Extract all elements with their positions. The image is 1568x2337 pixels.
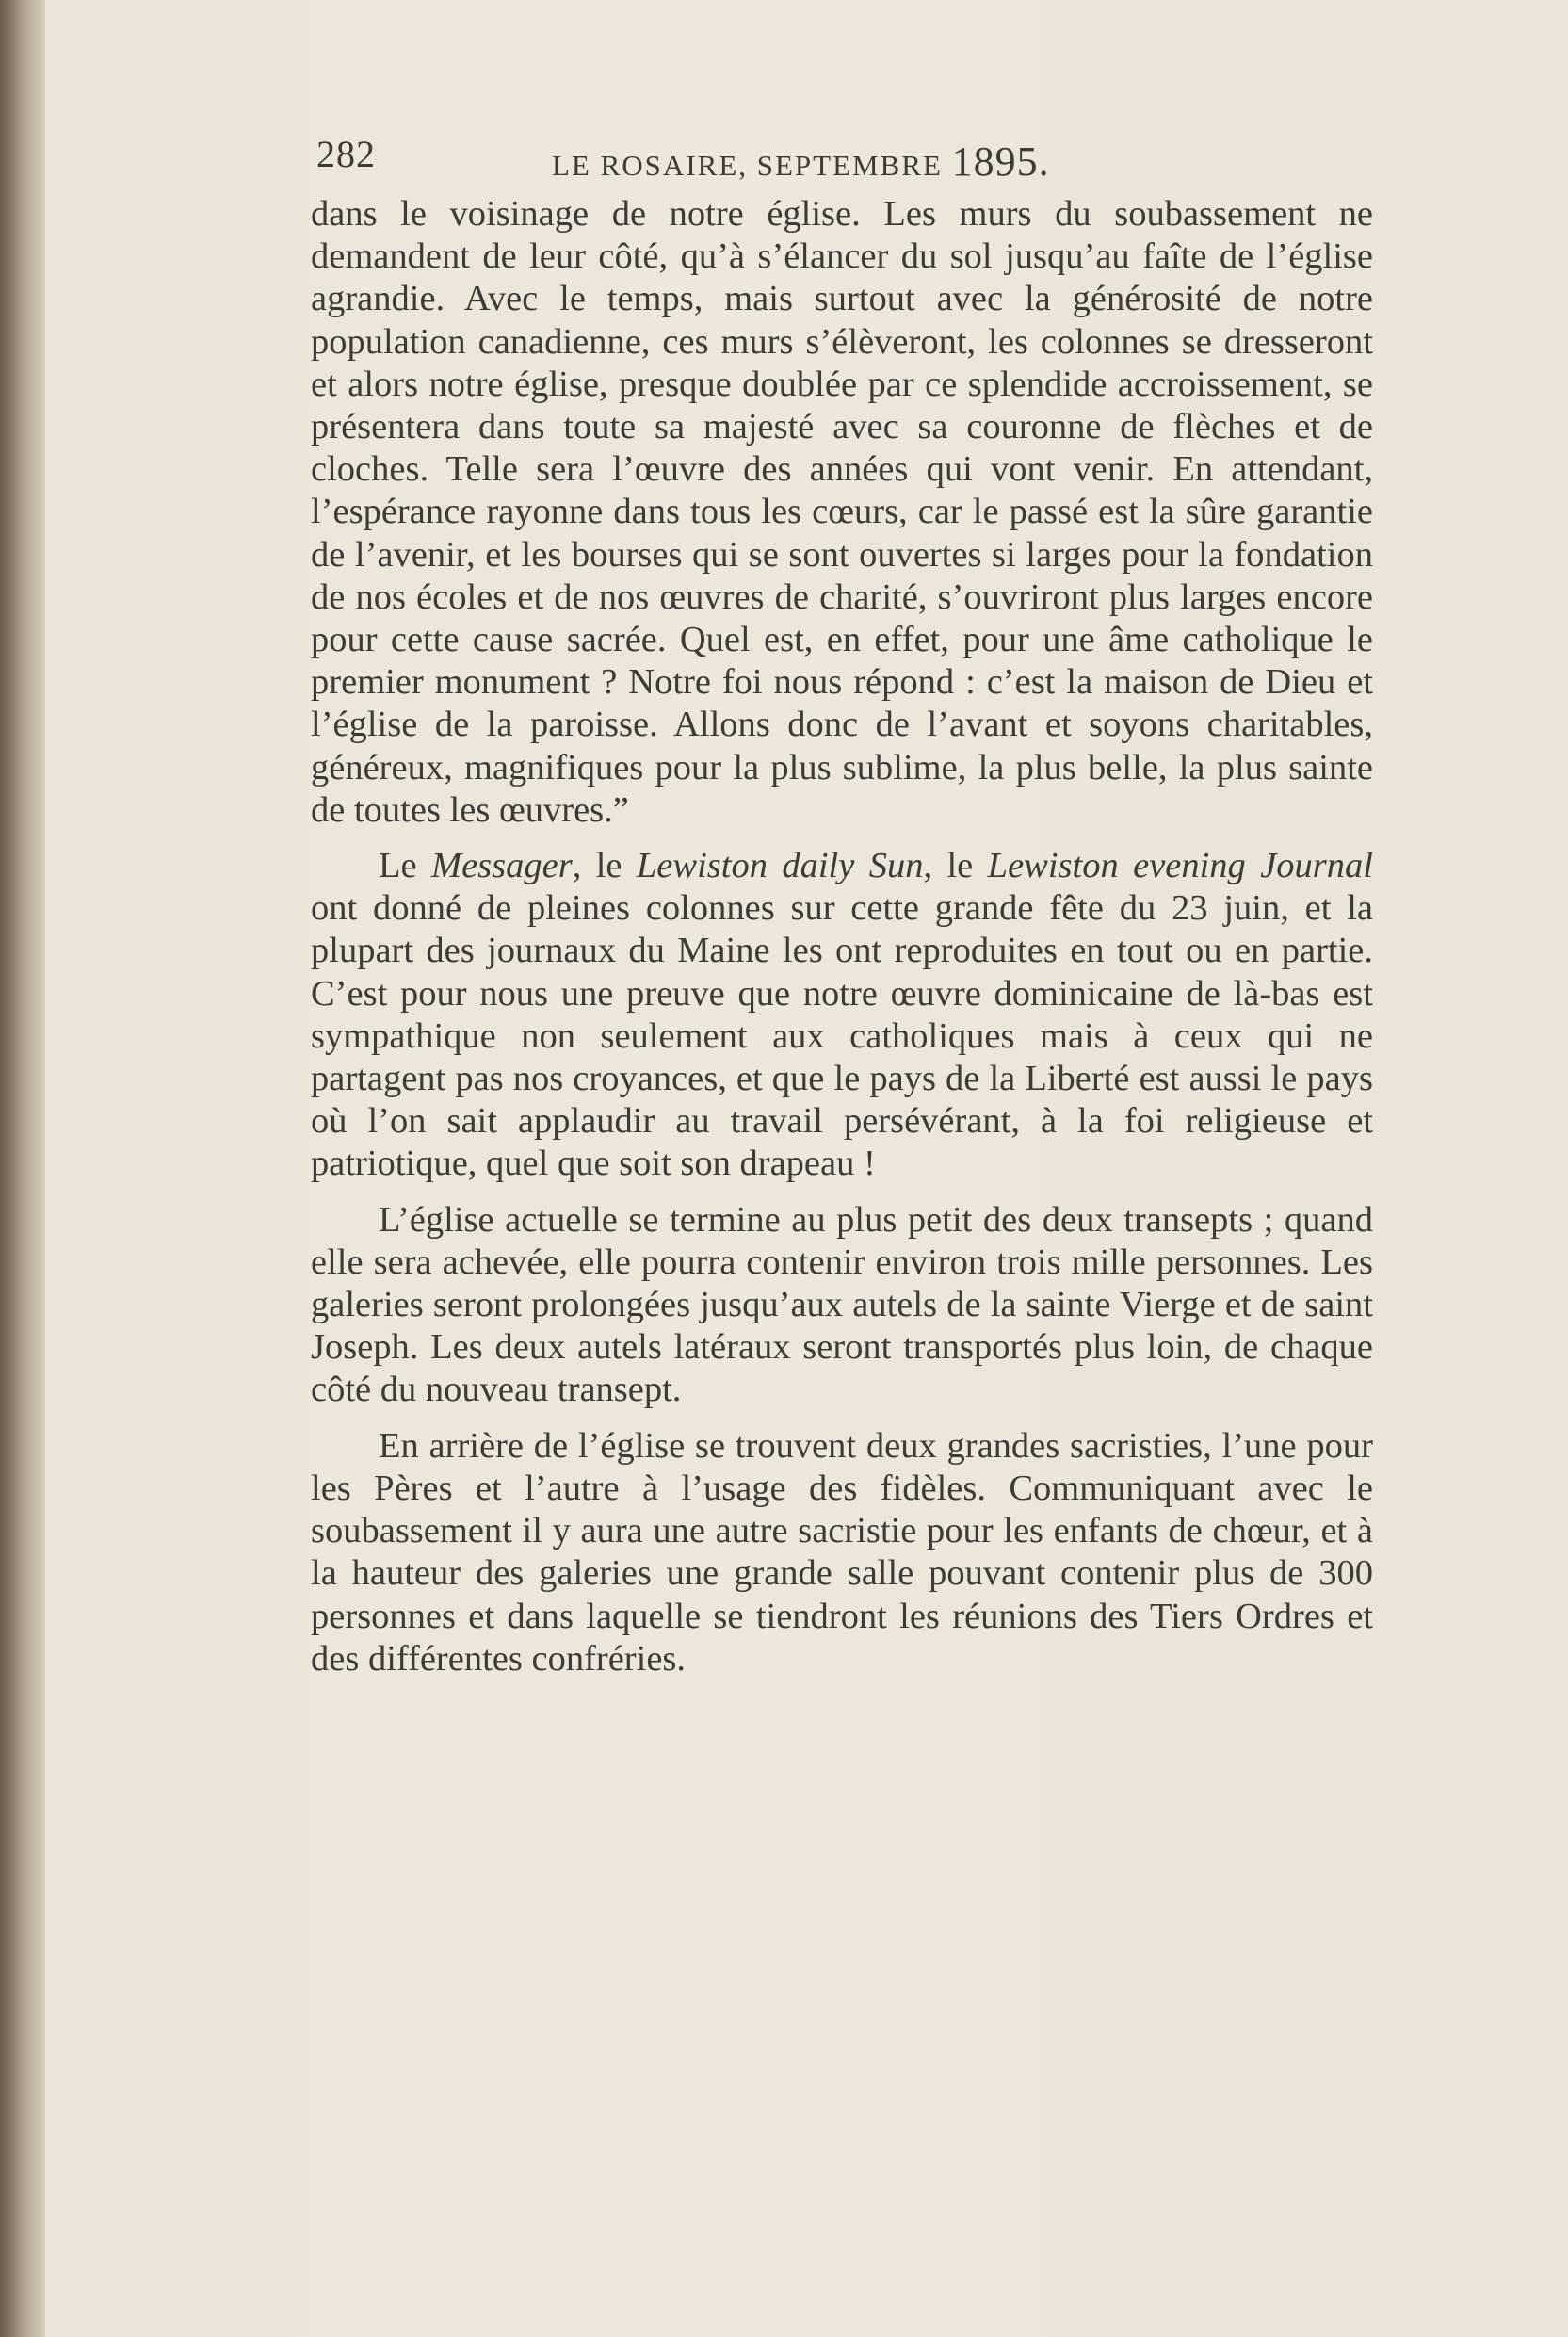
paragraph-lead: Le bbox=[379, 846, 431, 886]
running-title bbox=[552, 138, 1050, 186]
publication-lewiston-daily-sun: Lewiston daily Sun bbox=[636, 846, 924, 886]
running-header bbox=[316, 132, 1352, 188]
article-body bbox=[311, 193, 1373, 1694]
publication-lewiston-evening-journal: Lewiston evening Journal bbox=[987, 846, 1373, 886]
publication-messager: Messager bbox=[431, 846, 573, 886]
running-title-year: 1895. bbox=[951, 138, 1050, 185]
page-number: 282 bbox=[316, 133, 376, 175]
separator: , le bbox=[572, 846, 637, 886]
paragraph-newspapers bbox=[311, 845, 1373, 1186]
running-title-text: LE ROSAIRE, SEPTEMBRE bbox=[552, 149, 952, 182]
paragraph-sacristies: En arrière de l’église se trouvent deux grandes sacristies, l’une pour les Pères et l’autre à l’usage des fidèles. Communiquant avec le soubassement il y aura une autre sacristie pour les enfants de chœur, et à la hauteur des galeries une grande salle pouvant contenir plus de 300 personnes et dans laquelle se tiendront les réunions des Tiers Ordres et des différentes confréries. bbox=[311, 1425, 1373, 1679]
paragraph-continuation: dans le voisinage de notre église. Les murs du soubassement ne demandent de leur côté, qu’à s’élancer du sol jusqu’au faîte de l’église agrandie. Avec le temps, mais surtout avec la générosité de notre population canadienne, ces murs s’élèveront, les colonnes se dresseront et alors notre église, presque doublée par ce splendide accroissement, se présentera dans toute sa majesté avec sa couronne de flèches et de cloches. Telle sera l’œuvre des années qui vont venir. En attendant, l’espérance rayonne dans tous les cœurs, car le passé est la sûre garantie de l’avenir, et les bourses qui se sont ouvertes si larges pour la fondation de nos écoles et de nos œuvres de charité, s’ouvriront plus larges encore pour cette cause sacrée. Quel est, en effet, pour une âme catholique le premier monument ? Notre foi nous répond : c’est la maison de Dieu et l’église de la paroisse. Allons donc de l’avant et soyons charitables, généreux, magnifiques pour la plus sublime, la plus belle, la plus sainte de toutes les œuvres.” bbox=[311, 194, 1373, 830]
paragraph-church-transepts: L’église actuelle se termine au plus petit des deux transepts ; quand elle sera achevée, elle pourra contenir environ trois mille personnes. Les galeries seront prolongées jusqu’aux autels de la sainte Vierge et de saint Joseph. Les deux autels latéraux seront transportés plus loin, de chaque côté du nouveau transept. bbox=[311, 1199, 1373, 1410]
book-binding-edge bbox=[0, 0, 45, 2337]
separator: , le bbox=[923, 846, 988, 886]
paragraph-rest: ont donné de pleines colonnes sur cette grande fête du 23 juin, et la plupart des journaux du Maine les ont reproduites en tout ou en partie. C’est pour nous une preuve que notre œuvre dominicaine de là-bas est sympathique non seulement aux catholiques mais à ceux qui ne partagent pas nos croyances, et que le pays de la Liberté est aussi le pays où l’on sait applaudir au travail persévérant, à la foi religieuse et patriotique, quel que soit son drapeau ! bbox=[311, 888, 1373, 1184]
